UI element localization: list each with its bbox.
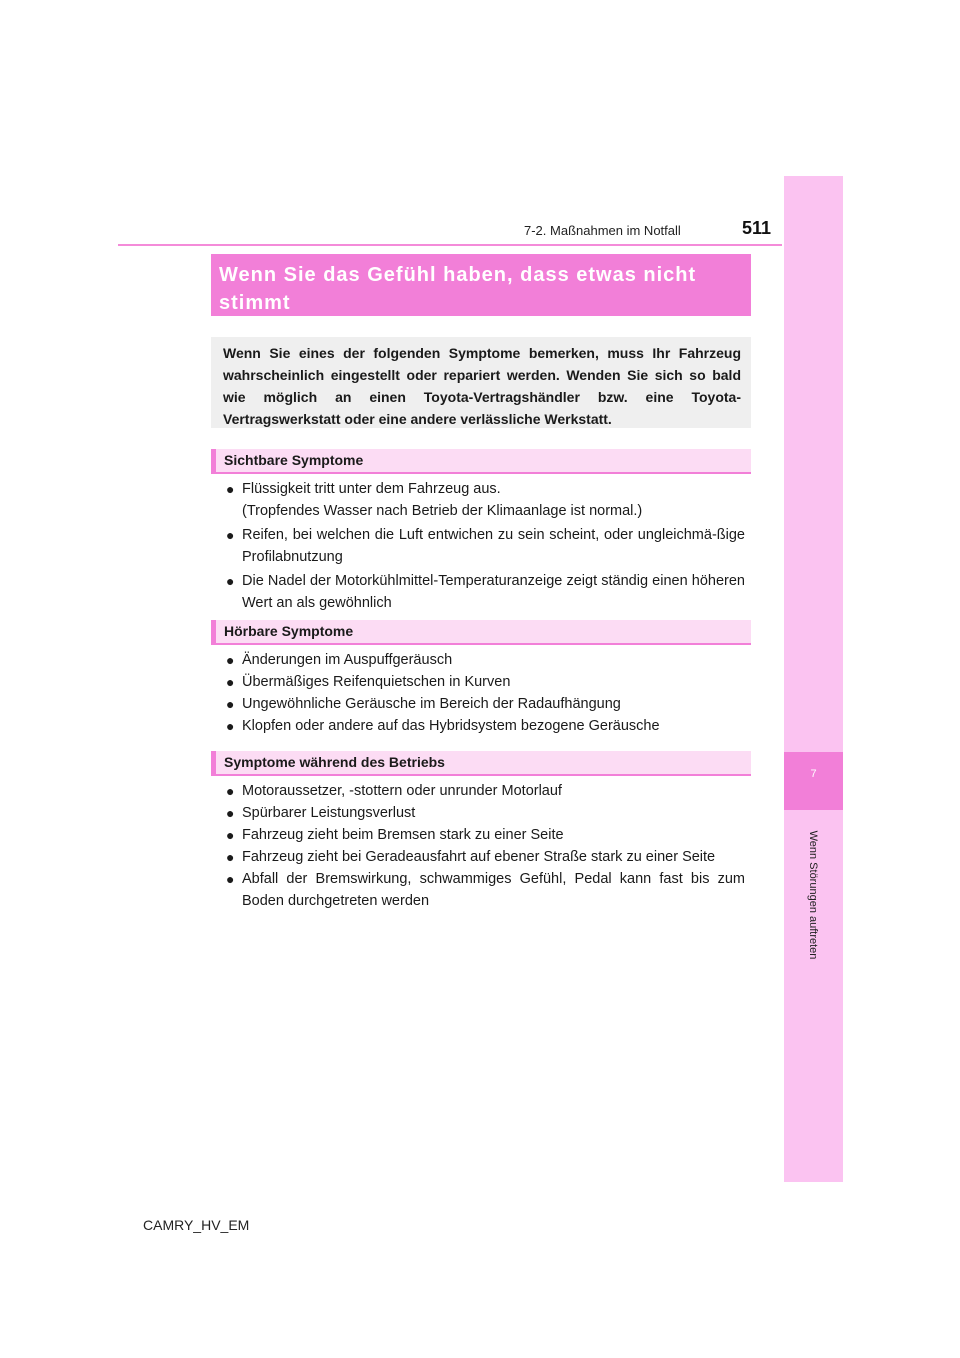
bullet-icon: ● (226, 827, 235, 843)
list-item-text: Änderungen im Auspuffgeräusch (242, 652, 453, 668)
section-header-accent (211, 449, 216, 474)
bullet-icon: ● (226, 718, 235, 734)
list-item (226, 780, 745, 802)
bullet-icon: ● (226, 783, 235, 799)
page-title: Wenn Sie das Gefühl haben, dass etwas nicht stimmt (219, 264, 697, 314)
list-item-text: Klopfen oder andere auf das Hybridsystem bezogene Geräusche (242, 718, 660, 734)
list-item (226, 570, 745, 614)
bullet-icon: ● (226, 674, 235, 690)
list-item (226, 693, 745, 715)
list-item-text: Abfall der Bremswirkung, schwammiges Gefühl, Pedal kann fast bis zum Boden durchgetreten werden (242, 871, 745, 909)
visible-symptoms-list (226, 478, 745, 614)
bullet-icon: ● (226, 481, 235, 497)
driving-symptoms-list (226, 780, 745, 912)
section-header-accent (211, 751, 216, 776)
list-item (226, 846, 745, 868)
list-item-text: Die Nadel der Motorkühlmittel-Temperaturanzeige zeigt ständig einen höheren Wert an als gewöhnlich (242, 573, 745, 611)
list-item-text: Motoraussetzer, -stottern oder unrunder Motorlauf (242, 783, 562, 799)
section-reference: 7-2. Maßnahmen im Notfall (524, 223, 681, 238)
section-header-audible-symptoms (211, 620, 751, 645)
list-item (226, 478, 745, 500)
list-item-text: Fahrzeug zieht bei Geradeausfahrt auf ebener Straße stark zu einer Seite (242, 849, 716, 865)
section-heading: Symptome während des Betriebs (224, 754, 445, 770)
audible-symptoms-list (226, 649, 745, 737)
bullet-icon: ● (226, 696, 235, 712)
list-item-text: Reifen, bei welchen die Luft entwichen zu sein scheint, oder ungleichmä-ßige Profilabnutzung (242, 527, 745, 565)
bullet-icon: ● (226, 652, 235, 668)
page-title-box (211, 254, 751, 316)
bullet-icon: ● (226, 849, 235, 865)
chapter-side-tab (784, 176, 843, 1182)
chapter-side-tab-active (784, 752, 843, 810)
list-item-text: Ungewöhnliche Geräusche im Bereich der Radaufhängung (242, 696, 621, 712)
list-item-note (226, 500, 745, 522)
list-item-text: Spürbarer Leistungsverlust (242, 805, 416, 821)
list-item (226, 715, 745, 737)
page-number: 511 (742, 218, 772, 238)
document-code: CAMRY_HV_EM (143, 1217, 250, 1233)
bullet-icon: ● (226, 573, 235, 589)
list-item (226, 802, 745, 824)
section-heading: Sichtbare Symptome (224, 452, 364, 468)
list-item (226, 524, 745, 568)
header-rule (118, 244, 782, 246)
list-item-text: (Tropfendes Wasser nach Betrieb der Klimaanlage ist normal.) (242, 503, 643, 519)
bullet-icon: ● (226, 805, 235, 821)
intro-box (211, 337, 751, 428)
chapter-number: 7 (810, 768, 817, 780)
list-item-text: Fahrzeug zieht beim Bremsen stark zu einer Seite (242, 827, 564, 843)
section-header-driving-symptoms (211, 751, 751, 776)
chapter-label: Wenn Störungen auftreten (807, 830, 819, 960)
section-header-accent (211, 620, 216, 645)
intro-text: Wenn Sie eines der folgenden Symptome bemerken, muss Ihr Fahrzeug wahrscheinlich eingestellt oder repariert werden. Wenden Sie sich so bald wie möglich an einen Toyota-Vertragshändler bzw. eine Toyota-Vertragswerkstatt oder eine andere verlässliche Werkstatt. (223, 345, 741, 427)
list-item (226, 868, 745, 912)
section-heading: Hörbare Symptome (224, 623, 354, 639)
bullet-icon: ● (226, 527, 235, 543)
bullet-icon: ● (226, 871, 235, 887)
list-item (226, 824, 745, 846)
section-header-visible-symptoms (211, 449, 751, 474)
list-item (226, 671, 745, 693)
list-item-text: Flüssigkeit tritt unter dem Fahrzeug aus. (242, 481, 501, 497)
list-item (226, 649, 745, 671)
list-item-text: Übermäßiges Reifenquietschen in Kurven (242, 674, 511, 690)
